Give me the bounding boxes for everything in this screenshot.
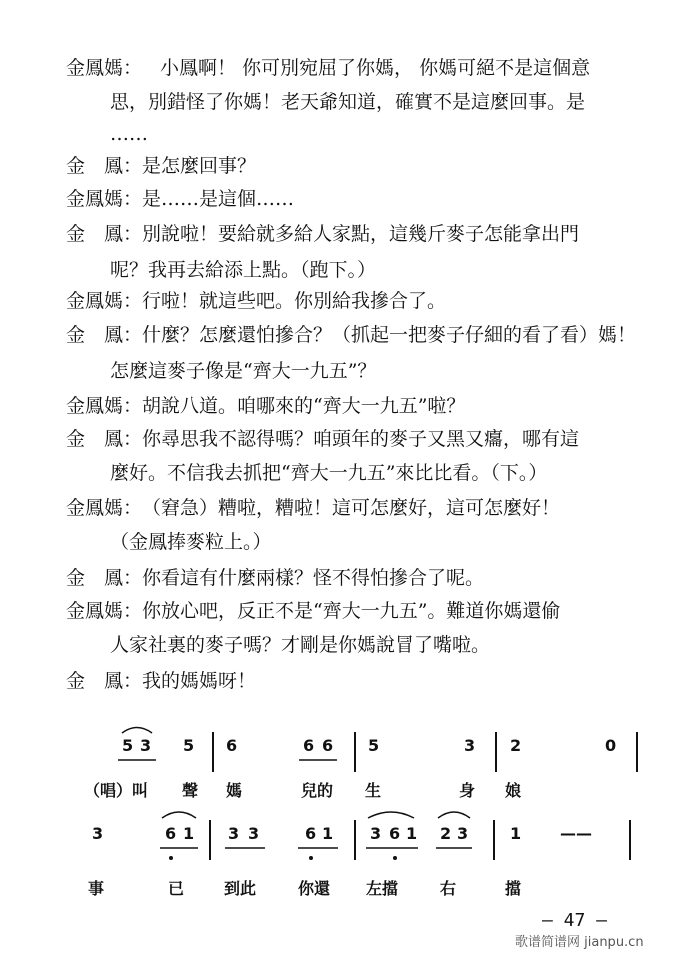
speaker-label: 金鳳媽： xyxy=(66,57,143,79)
note: 3 xyxy=(228,824,240,843)
dialogue-line: 是怎麼回事？ xyxy=(142,155,257,177)
lyric: 你還 xyxy=(298,879,331,898)
lyric: 聲 xyxy=(182,781,199,800)
lyric: 娘 xyxy=(505,781,522,800)
speaker-label: 金鳳媽： xyxy=(66,290,143,312)
note: 6 xyxy=(303,736,315,755)
note: 6 xyxy=(322,736,334,755)
lyric: 右 xyxy=(440,879,457,898)
dialogue-line: 呢？我再去給添上點。（跑下。） xyxy=(110,259,377,281)
speaker-label: 金 鳳： xyxy=(66,324,143,346)
note: 3 xyxy=(464,736,476,755)
speaker-label: 金 鳳： xyxy=(66,155,143,177)
note: 2 xyxy=(440,824,452,843)
lyric: （唱）叫 xyxy=(84,781,149,800)
note: 6 xyxy=(389,824,401,843)
note: 1 xyxy=(406,824,418,843)
dialogue-line: 你看這有什麼兩樣？怪不得怕摻合了呢。 xyxy=(142,567,485,589)
note: 3 xyxy=(370,824,382,843)
speaker-label: 金鳳媽： xyxy=(66,497,143,519)
note-extension: —— xyxy=(560,824,592,843)
note: 6 xyxy=(165,824,177,843)
note: 3 xyxy=(457,824,469,843)
speaker-label: 金鳳媽： xyxy=(66,395,143,417)
note: 5 xyxy=(183,736,195,755)
note: 3 xyxy=(92,824,104,843)
dialogue-line: …… xyxy=(110,123,148,145)
dialogue-line: 你放心吧，反正不是“齊大一九五”。難道你媽還偷 xyxy=(142,600,561,622)
lyric: 擋 xyxy=(505,879,522,898)
dialogue-line: （窘急）糟啦，糟啦！這可怎麼好，這可怎麼好！ xyxy=(142,497,561,519)
speaker-label: 金 鳳： xyxy=(66,223,143,245)
dialogue-line: 小鳳啊！ 你可別宛屈了你媽， 你媽可絕不是這個意 xyxy=(160,57,591,79)
speaker-label: 金 鳳： xyxy=(66,428,143,450)
lyric: 已 xyxy=(168,879,185,898)
note: 1 xyxy=(322,824,334,843)
lyric: 左擋 xyxy=(366,879,399,898)
dialogue-line: 你尋思我不認得嗎？咱頭年的麥子又黑又癟，哪有這 xyxy=(142,428,580,450)
note: 5 xyxy=(122,736,134,755)
lyric: 生 xyxy=(365,781,382,800)
speaker-label: 金鳳媽： xyxy=(66,600,143,622)
watermark: 歌谱简谱网 jianpu.cn xyxy=(515,935,644,950)
dialogue-line: 別說啦！要給就多給人家點，這幾斤麥子怎能拿出門 xyxy=(142,223,580,245)
note: 3 xyxy=(140,736,152,755)
dialogue-line: 怎麼這麥子像是“齊大一九五”？ xyxy=(110,360,377,382)
dialogue-line: 行啦！就這些吧。你別給我摻合了。 xyxy=(142,290,447,312)
dialogue-line: 思，別錯怪了你媽！老天爺知道，確實不是這麼回事。是 xyxy=(110,91,586,113)
note: 3 xyxy=(248,824,260,843)
dialogue-line: 胡說八道。咱哪來的“齊大一九五”啦？ xyxy=(142,395,466,417)
note: 2 xyxy=(510,736,522,755)
dialogue-line: 我的媽媽呀！ xyxy=(142,670,257,692)
dialogue-line: 什麼？怎麼還怕摻合？（抓起一把麥子仔細的看了看）媽！ xyxy=(142,324,637,346)
note: 1 xyxy=(510,824,522,843)
page-number: — 47 — xyxy=(542,910,608,931)
note: 0 xyxy=(605,736,617,755)
lyric: 媽 xyxy=(226,781,243,800)
dialogue-line: 人家社裏的麥子嗎？才剛是你媽說冒了嘴啦。 xyxy=(110,634,491,656)
dialogue-line: 麼好。不信我去抓把“齊大一九五”來比比看。（下。） xyxy=(110,462,548,484)
dialogue-line: 是……是這個…… xyxy=(142,188,295,210)
stage-direction: （金鳳捧麥粒上。） xyxy=(110,531,272,553)
note: 6 xyxy=(305,824,317,843)
note: 6 xyxy=(226,736,238,755)
speaker-label: 金鳳媽： xyxy=(66,188,143,210)
lyric: 身 xyxy=(459,781,476,800)
note: 5 xyxy=(368,736,380,755)
speaker-label: 金 鳳： xyxy=(66,670,143,692)
speaker-label: 金 鳳： xyxy=(66,567,143,589)
lyric: 兒的 xyxy=(301,781,334,800)
lyric: 事 xyxy=(88,879,105,898)
note: 1 xyxy=(183,824,195,843)
lyric: 到此 xyxy=(224,879,257,898)
